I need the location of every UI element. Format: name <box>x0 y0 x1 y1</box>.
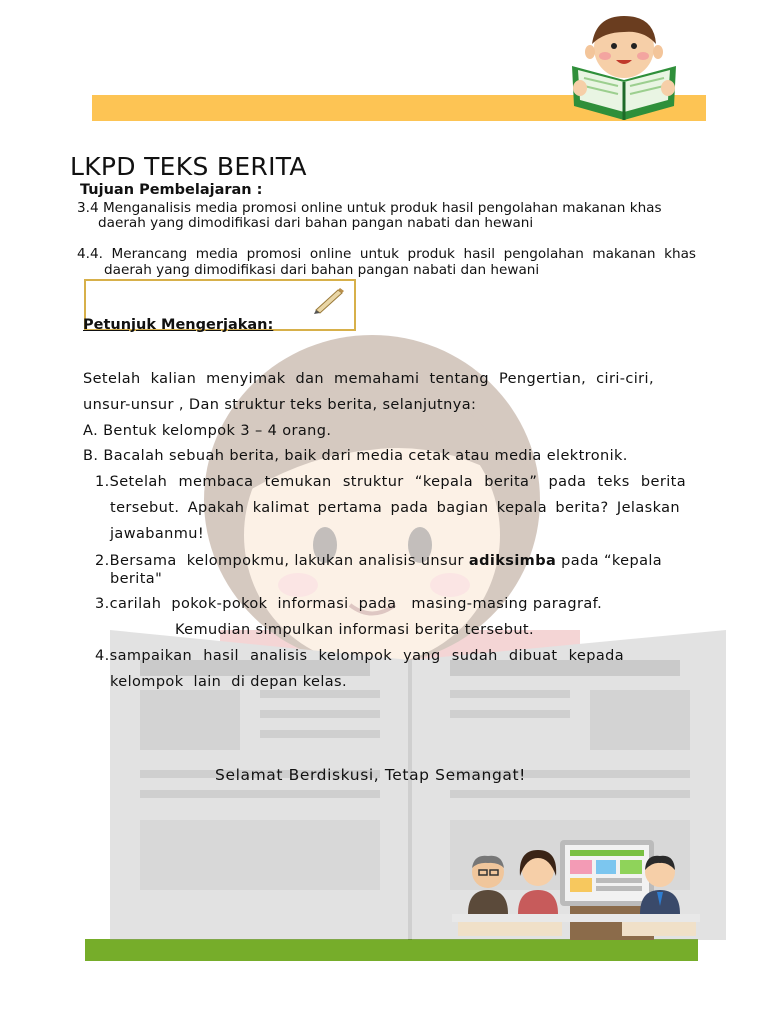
task-1-cont: tersebut. Apakah kalimat pertama pada bagian kepala berita? Jelaskan <box>110 500 680 516</box>
task-1: 1.Setelah membaca temukan struktur “kepala berita” pada teks berita <box>95 474 686 490</box>
task-2 <box>95 552 662 570</box>
pen-icon <box>312 286 344 314</box>
goals-heading: Tujuan Pembelajaran : <box>80 182 263 198</box>
task-2-keyword: adiksimba <box>468 553 557 569</box>
intro-line-1: Setelah kalian menyimak dan memahami tentang Pengertian, ciri-ciri, <box>83 371 654 387</box>
bottom-band <box>85 939 698 961</box>
goal-item-2: 4.4. Merancang media promosi online untuk produk hasil pengolahan makanan khas <box>77 246 696 262</box>
task-2-text: 2.Bersama kelompokmu, lakukan analisis unsur <box>95 553 469 569</box>
discussion-people-illustration <box>452 836 700 940</box>
goal-item-2-cont: daerah yang dimodifikasi dari bahan pangan nabati dan hewani <box>104 262 540 278</box>
task-2-tail: pada “kepala <box>556 553 663 569</box>
step-a: A. Bentuk kelompok 3 – 4 orang. <box>83 423 332 439</box>
task-1-end: jawabanmu! <box>110 526 205 542</box>
page-title: LKPD TEKS BERITA <box>70 152 307 181</box>
intro-line-2: unsur-unsur , Dan struktur teks berita, selanjutnya: <box>83 397 477 413</box>
task-3-cont: Kemudian simpulkan informasi berita tersebut. <box>175 622 535 638</box>
goal-item-1: 3.4 Menganalisis media promosi online untuk produk hasil pengolahan makanan khas <box>77 200 662 216</box>
instructions-heading: Petunjuk Mengerjakan: <box>83 317 274 333</box>
step-b: B. Bacalah sebuah berita, baik dari media cetak atau media elektronik. <box>83 448 628 464</box>
goal-item-1-cont: daerah yang dimodifikasi dari bahan pangan nabati dan hewani <box>98 215 534 231</box>
task-2-cont: berita" <box>110 571 163 587</box>
task-3: 3.carilah pokok-pokok informasi pada masing-masing paragraf. <box>95 596 603 612</box>
boy-reading-book-icon <box>570 8 678 124</box>
closing-message: Selamat Berdiskusi, Tetap Semangat! <box>215 766 526 784</box>
task-4-cont: kelompok lain di depan kelas. <box>110 674 348 690</box>
task-4: 4.sampaikan hasil analisis kelompok yang sudah dibuat kepada <box>95 648 624 664</box>
